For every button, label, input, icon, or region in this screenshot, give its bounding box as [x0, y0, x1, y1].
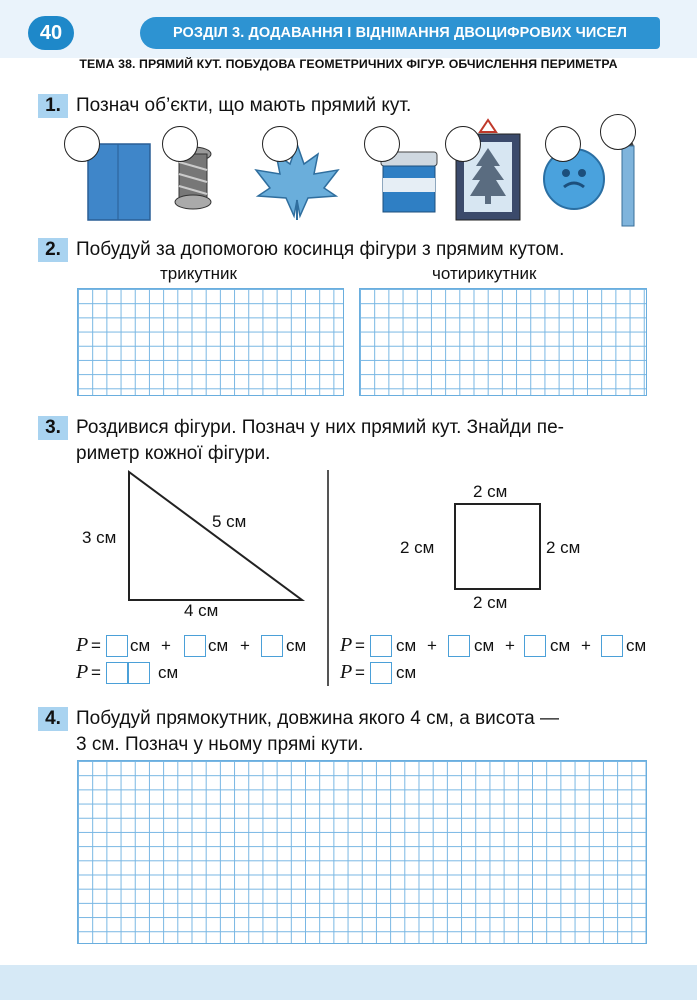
- plus-sign: +: [581, 636, 591, 655]
- vertical-divider: [327, 470, 329, 686]
- page-number: 40: [28, 16, 74, 50]
- square-side-top: 2 см: [473, 482, 508, 501]
- task3-number: 3.: [38, 416, 68, 440]
- task4-text-line1: Побудуй прямокутник, довжина якого 4 см, а висота —: [76, 708, 559, 729]
- unit-cm: см: [130, 636, 151, 655]
- unit-cm: см: [474, 636, 495, 655]
- plus-sign: +: [240, 636, 250, 655]
- mark-circle-notebook[interactable]: [64, 126, 100, 162]
- plus-sign: +: [427, 636, 437, 655]
- equals-sign: =: [355, 663, 365, 682]
- plus-sign: +: [161, 636, 171, 655]
- mark-circle-leaf[interactable]: [262, 126, 298, 162]
- answer-box[interactable]: [128, 662, 150, 684]
- unit-cm: см: [550, 636, 571, 655]
- mark-circle-jar[interactable]: [364, 126, 400, 162]
- mark-circle-pencil[interactable]: [600, 114, 636, 150]
- task1-number: 1.: [38, 94, 68, 118]
- task2-label-quadrilateral: чотирикутник: [432, 264, 537, 283]
- triangle-side-bottom: 4 см: [184, 601, 219, 620]
- triangle-side-hypotenuse: 5 см: [212, 512, 247, 531]
- square-side-left: 2 см: [400, 538, 435, 557]
- answer-box[interactable]: [601, 635, 623, 657]
- answer-box[interactable]: [106, 662, 128, 684]
- answer-box[interactable]: [184, 635, 206, 657]
- task4-text-line2: 3 см. Познач у ньому прямі кути.: [76, 734, 364, 755]
- task1-text: Познач об’єкти, що мають прямий кут.: [76, 95, 412, 116]
- task3-text-line1: Роздивися фігури. Познач у них прямий кут. Знайди пе-: [76, 417, 564, 438]
- plus-sign: +: [505, 636, 515, 655]
- task2-number: 2.: [38, 238, 68, 262]
- triangle-side-left: 3 см: [82, 528, 117, 547]
- unit-cm: см: [626, 636, 647, 655]
- answer-box[interactable]: [370, 662, 392, 684]
- square-figure[interactable]: [454, 503, 541, 590]
- unit-cm: см: [396, 636, 417, 655]
- square-side-right: 2 см: [546, 538, 581, 557]
- answer-box[interactable]: [524, 635, 546, 657]
- unit-cm: см: [286, 636, 307, 655]
- equals-sign: =: [91, 636, 101, 655]
- mark-circle-picture[interactable]: [445, 126, 481, 162]
- equals-sign: =: [355, 636, 365, 655]
- task2-grid-right[interactable]: [359, 288, 647, 396]
- task4-grid[interactable]: [77, 760, 647, 944]
- unit-cm: см: [158, 663, 179, 682]
- unit-cm: см: [208, 636, 229, 655]
- answer-box[interactable]: [370, 635, 392, 657]
- task3-text-line2: риметр кожної фігури.: [76, 443, 271, 464]
- topic-title: ТЕМА 38. ПРЯМИЙ КУТ. ПОБУДОВА ГЕОМЕТРИЧНИХ ФІГУР. ОБЧИСЛЕННЯ ПЕРИМЕТРА: [79, 57, 618, 71]
- right-triangle-figure[interactable]: [120, 470, 310, 606]
- equals-sign: =: [91, 663, 101, 682]
- mark-circle-spool[interactable]: [162, 126, 198, 162]
- p-label: P: [340, 634, 353, 656]
- answer-box[interactable]: [448, 635, 470, 657]
- square-side-bottom: 2 см: [473, 593, 508, 612]
- answer-box[interactable]: [106, 635, 128, 657]
- footer-bar: [0, 965, 697, 1000]
- p-label: P: [340, 661, 353, 683]
- task2-label-triangle: трикутник: [160, 264, 237, 283]
- task2-text: Побудуй за допомогою косинця фігури з прямим кутом.: [76, 239, 565, 260]
- p-label: P: [76, 634, 89, 656]
- section-title: РОЗДІЛ 3. ДОДАВАННЯ І ВІДНІМАННЯ ДВОЦИФРОВИХ ЧИСЕЛ: [140, 17, 660, 49]
- answer-box[interactable]: [261, 635, 283, 657]
- task4-number: 4.: [38, 707, 68, 731]
- p-label: P: [76, 661, 89, 683]
- unit-cm: см: [396, 663, 417, 682]
- task2-grid-left[interactable]: [77, 288, 344, 396]
- mark-circle-button[interactable]: [545, 126, 581, 162]
